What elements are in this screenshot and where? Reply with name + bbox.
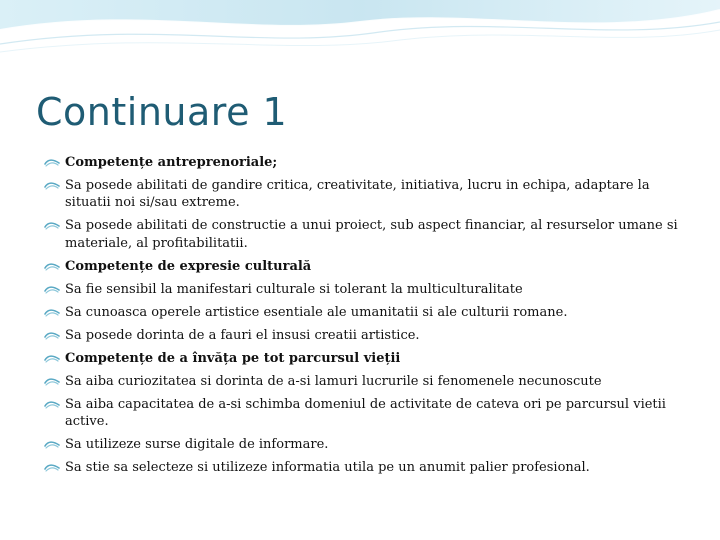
swoosh-bullet-icon: [44, 463, 60, 473]
swoosh-bullet-icon: [44, 400, 60, 410]
bullet-text: Sa cunoasca operele artistice esentiale ale umanitatii si ale culturii romane.: [65, 304, 568, 320]
bullet-list: [44, 154, 684, 482]
bullet-text: Competențe de a învăța pe tot parcursul vieții: [65, 350, 401, 366]
bullet-text: Competențe de expresie culturală: [65, 258, 312, 274]
bullet-text: Sa aiba capacitatea de a-si schimba domeniul de activitate de cateva ori pe parcursul vietii active.: [65, 396, 666, 430]
swoosh-bullet-icon: [44, 158, 60, 168]
bullet-text: Sa posede abilitati de constructie a unui proiect, sub aspect financiar, al resurselor umane si materiale, al profitabilitatii.: [65, 218, 678, 251]
swoosh-bullet-icon: [44, 354, 60, 364]
header-wave-decoration: [0, 0, 720, 70]
bullet-text: Sa posede abilitati de gandire critica, creativitate, initiativa, lucru in echipa, adaptare la situatii noi si/sau extreme.: [65, 178, 650, 211]
bullet-item: [44, 373, 684, 390]
bullet-item: [44, 350, 684, 367]
bullet-item: [44, 217, 684, 252]
bullet-item: [44, 396, 684, 431]
bullet-item: [44, 177, 684, 212]
bullet-item: [44, 304, 684, 321]
bullet-text: Sa utilizeze surse digitale de informare.: [65, 437, 329, 453]
swoosh-bullet-icon: [44, 285, 60, 295]
swoosh-bullet-icon: [44, 377, 60, 387]
slide-title: Continuare 1: [36, 90, 288, 134]
bullet-item: [44, 258, 684, 275]
bullet-text: Sa posede dorinta de a fauri el insusi creatii artistice.: [65, 327, 420, 343]
bullet-item: [44, 459, 684, 476]
swoosh-bullet-icon: [44, 331, 60, 341]
swoosh-bullet-icon: [44, 181, 60, 191]
bullet-item: [44, 154, 684, 171]
bullet-text: Sa fie sensibil la manifestari culturale si tolerant la multiculturalitate: [65, 281, 523, 297]
swoosh-bullet-icon: [44, 308, 60, 318]
bullet-text: Sa aiba curiozitatea si dorinta de a-si lamuri lucrurile si fenomenele necunoscute: [65, 373, 602, 389]
bullet-text: Competențe antreprenoriale;: [65, 155, 278, 170]
swoosh-bullet-icon: [44, 221, 60, 231]
bullet-text: Sa stie sa selecteze si utilizeze informatia utila pe un anumit palier profesional.: [65, 460, 590, 476]
bullet-item: [44, 327, 684, 344]
bullet-item: [44, 436, 684, 453]
swoosh-bullet-icon: [44, 440, 60, 450]
swoosh-bullet-icon: [44, 262, 60, 272]
bullet-item: [44, 281, 684, 298]
